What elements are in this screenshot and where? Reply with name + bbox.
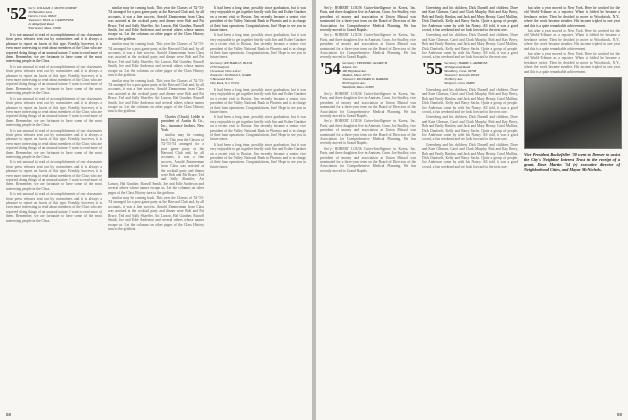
secretary-name: Sec'y: WILLIAM J. MONTGOMERY <box>28 6 77 10</box>
class-officers <box>28 6 76 30</box>
secretary-name: Secretary: RICHARD E. BLUM <box>210 60 252 65</box>
treasurer-city: Westport, Conn. 06880 <box>444 80 475 85</box>
treasurer-address: 21 Ridgefield Road <box>28 22 54 26</box>
class-officers <box>342 61 388 89</box>
class-header-55 <box>422 58 518 85</box>
photo-caption: Vice President Rockefeller '30 went to Denver to assist the City's Neighbor Interest Trust in the receipt of a grant. Dave Martin '54 (r) executive director of Neighborhood Cities, and Mayor McNichols. <box>524 152 620 173</box>
class-year: '52 <box>6 4 27 23</box>
treasurer-city: Winchester, Mass. 01890 <box>28 26 62 30</box>
body-paragraph: Greenberg and his children, Dick Darnell and children, Dave and Kate Gleason, Carol and Clark Murphy, Bob and Kay Berry, Bob and Emily Hanlon, and Jack and Mary Heraty. Carol Mullins, Dick Danforth, Kelly and Barry Sachs. Quite a group of people. Joe Anderson came by with his Nancy. All told, it was a good crowd, a fun weekend and we look forward to the next one. <box>422 87 518 114</box>
secretary-address: 48 Edgewood Road <box>444 64 471 69</box>
page-number: 58 <box>6 412 12 417</box>
body-paragraph: It had been a long time, possibly since graduation, but it was very enjoyable to get together briefly with Jim and Esther Gardner on a recent visit to Boston. Jim recently became a senior vice president of the Valley National Bank in Phoenix and is in charge of their loan operations. Congratulations, Jim! Hope to see you in future times. <box>210 33 306 60</box>
body-paragraph: Greenberg and his children, Dick Darnell and children, Dave and Kate Gleason, Carol and Clark Murphy, Bob and Kay Berry, Bob and Emily Hanlon, and Jack and Mary Heraty. Carol Mullins, Dick Danforth, Kelly and Barry Sachs. Quite a group of people. Joe Anderson came by with his Nancy. All told, it was a good crowd, a fun weekend and we look forward to the next one. <box>422 33 518 60</box>
body-paragraph: similar may be coming back. This year the Classes of '52-'53-'54 arranged for a post game party at the Harvard Club and, by all accounts, it was a fine success. Arnold Zimmerman from Class was assisted at the cocktail party and dinner were Bob and Pat Bruce, Ted and Sally Shaeffer, Art Larson, Hal Gunther, Russell Smith, Joe and Edie Anderson and several others whose names escape us. Let the columns on other pages of the Class History turn to the gridiron. <box>108 6 204 41</box>
body-paragraph: Greenberg and his children, Dick Darnell and children, Dave and Kate Gleason, Carol and Clark Murphy, Bob and Kay Berry, Bob and Emily Hanlon, and Jack and Mary Heraty. Carol Mullins, Dick Danforth, Kelly and Barry Sachs. Quite a group of people. Joe Anderson came by with his Nancy. All told, it was a good crowd, a fun weekend and we look forward to the next one. <box>422 142 518 169</box>
body-paragraph: It is not unusual to read of accomplishments of our classmates from press releases sent out by committees and it is always a pleasure to report on facets of this type. Frankly, however, it is even more interesting to read about members of the Class who are reported doing things of an unusual nature. I want to read more of them. Remember, we are fortunate to have some of the most interesting people in the Class. <box>6 96 102 128</box>
body-paragraph: It had been a long time, possibly since graduation, but it was very enjoyable to get together briefly with Jim and Esther Gardner on a recent visit to Boston. Jim recently became a senior vice president of the Valley National Bank in Phoenix and is in charge of their loan operations. Congratulations, Jim! Hope to see you in future times. <box>210 6 306 33</box>
page-number: 59 <box>616 412 622 417</box>
treasurer-name: Treasurer: RICHARD D. BARKER <box>342 76 389 81</box>
class-header-53 <box>210 61 306 85</box>
right-column-2 <box>422 6 518 170</box>
body-paragraph: similar may be coming back. This year the Classes of '52-'53-'54 arranged for a post game party at the Harvard Club and, by all accounts, it was a fine success. Arnold Zimmerman from Class was assisted at the cocktail party and dinner were Bob and Pat Bruce, Ted and Sally Shaeffer, Art Larson, Hal Gunther, Russell Smith, Joe and Edie Anderson and several others whose names escape us. Let the columns on other pages of the Class History turn to the gridiron. <box>108 196 204 231</box>
portrait-photo <box>108 118 158 178</box>
photo-caption: Charles (Chuck) Liddle is president of Austin & Co., Inc., insurance brokers, New York. <box>161 114 204 132</box>
class-year: '54 <box>320 58 341 78</box>
secretary-name: Secretary: HARRY J. AMBROSE <box>444 60 488 65</box>
body-paragraph: It had been a long time, possibly since graduation, but it was very enjoyable to get together briefly with Jim and Esther Gardner on a recent visit to Boston. Jim recently became a senior vice president of the Valley National Bank in Phoenix and is in charge of their loan operations. Congratulations, Jim! Hope to see you in future times. <box>210 142 306 169</box>
class-officers <box>444 61 487 85</box>
secretary-city: Woodbury, Conn. 06798 <box>444 68 477 73</box>
right-page <box>316 0 628 420</box>
class-officers <box>210 61 252 85</box>
left-column-3 <box>210 6 306 170</box>
body-paragraph: Sec'y: ROBERT LOUIS Cutter-Intelligence in Korea, Inc. Paris, and three daughters live in Annisen, Conn. Joe Studley, vice president of money and association at Union Mutual was nominated for a three-year term on the Board of Directors of the Association for Comprehensive Medical Planning. He has recently moved to Grand Rapids. <box>320 33 416 60</box>
treasurer-address: 36 Henry Ave. <box>444 76 463 81</box>
body-paragraph: It had been a long time, possibly since graduation, but it was very enjoyable to get together briefly with Jim and Esther Gardner on a recent visit to Boston. Jim recently became a senior vice president of the Valley National Bank in Phoenix and is in charge of their loan operations. Congratulations, Jim! Hope to see you in future times. <box>210 115 306 142</box>
body-paragraph: Sec'y: ROBERT LOUIS Cutter-Intelligence in Korea, Inc. Paris, and three daughters live in Annisen, Conn. Joe Studley, vice president of money and association at Union Mutual was nominated for a three-year term on the Board of Directors of the Association for Comprehensive Medical Planning. He has recently moved to Grand Rapids. <box>320 119 416 146</box>
body-paragraph: but after a year moved to New York. Here he worked for the old World-Tribune as a reporter. When it folded he became a freelance writer. Then he decided to move to Woodstock, N.Y., where the work became steadier. His income tripled in one year and this is a quite remarkable achievement. <box>524 6 620 28</box>
body-paragraph: It is not unusual to read of accomplishments of our classmates from press releases sent out by committees and it is always a pleasure to report on facets of this type. Frankly, however, it is even more interesting to read about members of the Class who are reported doing things of an unusual nature. I want to read more of them. Remember, we are fortunate to have some of the most interesting people in the Class. <box>6 160 102 191</box>
body-paragraph: It is not unusual to read of accomplishments of our classmates from press releases sent out by committees and it is always a pleasure to report on facets of this type. Frankly, however, it is even more interesting to read about members of the Class who are reported doing things of an unusual nature. I want to read more of them. Remember, we are fortunate to have some of the most interesting people in the Class. <box>6 64 102 96</box>
body-paragraph: It is not unusual to read of accomplishments of our classmates from press releases sent out by committees and it is always a pleasure to report on facets of this type. Frankly, however, it is even more interesting to read about members of the Class who are reported doing things of an unusual nature. I want to read more of them. Remember, we are fortunate to have some of the most interesting people in the Class. <box>6 128 102 159</box>
class-header-54 <box>320 58 416 89</box>
left-page <box>0 0 312 420</box>
body-paragraph: It is not unusual to read of accomplishments of our classmates from press releases sent out by committees and it is always a pleasure to report on facets of this type. Frankly, however, it is even more interesting to read about members of the Class who are reported doing things of an unusual nature. I want to read more of them. Remember, we are fortunate to have some of the most interesting people in the Class. <box>6 192 102 223</box>
body-paragraph: Sec'y: ROBERT LOUIS Cutter-Intelligence in Korea, Inc. Paris, and three daughters live in Annisen, Conn. Joe Studley, vice president of money and association at Union Mutual was nominated for a three-year term on the Board of Directors of the Association for Comprehensive Medical Planning. He has recently moved to Grand Rapids. <box>320 6 416 33</box>
class-header-52 <box>6 6 102 30</box>
secretary-city: Cleveland, Ohio 44122 <box>210 68 241 73</box>
body-paragraph: Greenberg and his children, Dick Darnell and children, Dave and Kate Gleason, Carol and Clark Murphy, Bob and Kay Berry, Bob and Emily Hanlon, and Jack and Mary Heraty. Carol Mullins, Dick Danforth, Kelly and Barry Sachs. Quite a group of people. Joe Anderson came by with his Nancy. All told, it was a good crowd, a fun weekend and we look forward to the next one. <box>422 115 518 142</box>
body-paragraph: It is not unusual to read of accomplishments of our classmates from press releases sent out by committees and it is always a pleasure to report on facets of this type. Frankly, however, it is even more interesting to read about members of the Class who are reported doing things of an unusual nature. I want to read more of them. Remember, we are fortunate to have some of the most interesting people in the Class. <box>6 33 102 64</box>
treasurer-address: 3 Boxwood Drive <box>210 76 234 81</box>
body-paragraph: similar may be coming back. This year the Classes of '52-'53-'54 arranged for a post game party at the Harvard Club and, by all accounts, it was a fine success. Arnold Zimmerman from Class was assisted at the cocktail party and dinner were Bob and Pat Bruce, Ted and Sally Shaeffer, Art Larson, Hal Gunther, Russell Smith, Joe and Edie Anderson and several others whose names escape us. Let the columns on other pages of the Class History turn to the gridiron. <box>108 78 204 114</box>
right-column-3 <box>524 6 620 172</box>
right-column-1 <box>320 6 416 174</box>
left-column-1 <box>6 6 102 224</box>
body-paragraph: similar may be coming back. This year the Classes of '52-'53-'54 arranged for a post game party at the Harvard Club and, by all accounts, it was a fine success. Arnold Zimmerman from Class was assisted at the cocktail party and dinner were Bob and Pat Bruce, Ted and Sally Shaeffer, Art Larson, Hal Gunther, Russell Smith, Joe and Edie Anderson and several others whose names escape us. Let the columns on other pages of the Class History turn to the gridiron. <box>108 133 204 195</box>
secretary-city: Malden, Mass. 02771 <box>342 72 371 77</box>
treasurer-address: 89 Peregrine Ave. <box>342 80 366 85</box>
body-paragraph: but after a year moved to New York. Here he worked for the old World-Tribune as a reporter. When it folded he became a freelance writer. Then he decided to move to Woodstock, N.Y., where the work became steadier. His income tripled in one year and this is a quite remarkable achievement. <box>524 52 620 74</box>
group-photo <box>524 77 622 149</box>
secretary-address: 2730 Stanford <box>210 64 229 69</box>
secretary-name: Secretary: FREDERIC ALDRICH <box>342 60 388 65</box>
body-paragraph: but after a year moved to New York. Here he worked for the old World-Tribune as a reporter. When it folded he became a freelance writer. Then he decided to move to Woodstock, N.Y., where the work became steadier. His income tripled in one year and this is a quite remarkable achievement. <box>524 29 620 51</box>
treasurer-city: Olin Rock, N.J. 07452 <box>210 80 240 85</box>
treasurer-name: Treasurer: Kenneth DEAN <box>444 72 480 77</box>
secretary-address: Adams, Inc. <box>342 64 358 69</box>
secretary-city: Darien, Conn. 06820 <box>28 14 57 18</box>
body-paragraph: Sec'y: ROBERT LOUIS Cutter-Intelligence in Korea, Inc. Paris, and three daughters live in Annisen, Conn. Joe Studley, vice president of money and association at Union Mutual was nominated for a three-year term on the Board of Directors of the Association for Comprehensive Medical Planning. He has recently moved to Grand Rapids. <box>320 146 416 173</box>
treasurer-city: Wakefield, Mass. 01880 <box>342 84 374 89</box>
secretary-address: 40 Hamilton Lane <box>28 10 53 14</box>
left-column-2 <box>108 6 204 232</box>
treasurer-name: Treasurer: DONALD L. WARD <box>210 72 252 77</box>
treasurer-name: Treasurer: PAUL A. CARPENTER <box>28 18 74 22</box>
class-year: '55 <box>422 58 443 78</box>
body-paragraph: Greenberg and his children, Dick Darnell and children, Dave and Kate Gleason, Carol and Clark Murphy, Bob and Kay Berry, Bob and Emily Hanlon, and Jack and Mary Heraty. Carol Mullins, Dick Danforth, Kelly and Barry Sachs. Quite a group of people. Joe Anderson came by with his Nancy. All told, it was a good crowd, a fun weekend and we look forward to the next one. <box>422 6 518 33</box>
body-paragraph: It had been a long time, possibly since graduation, but it was very enjoyable to get together briefly with Jim and Esther Gardner on a recent visit to Boston. Jim recently became a senior vice president of the Valley National Bank in Phoenix and is in charge of their loan operations. Congratulations, Jim! Hope to see you in future times. <box>210 87 306 114</box>
body-paragraph: Sec'y: ROBERT LOUIS Cutter-Intelligence in Korea, Inc. Paris, and three daughters live in Annisen, Conn. Joe Studley, vice president of money and association at Union Mutual was nominated for a three-year term on the Board of Directors of the Association for Comprehensive Medical Planning. He has recently moved to Grand Rapids. <box>320 91 416 118</box>
secretary-address: 480 Highland Ave. <box>342 68 367 73</box>
body-paragraph: similar may be coming back. This year the Classes of '52-'53-'54 arranged for a post game party at the Harvard Club and, by all accounts, it was a fine success. Arnold Zimmerman from Class was assisted at the cocktail party and dinner were Bob and Pat Bruce, Ted and Sally Shaeffer, Art Larson, Hal Gunther, Russell Smith, Joe and Edie Anderson and several others whose names escape us. Let the columns on other pages of the Class History turn to the gridiron. <box>108 42 204 78</box>
